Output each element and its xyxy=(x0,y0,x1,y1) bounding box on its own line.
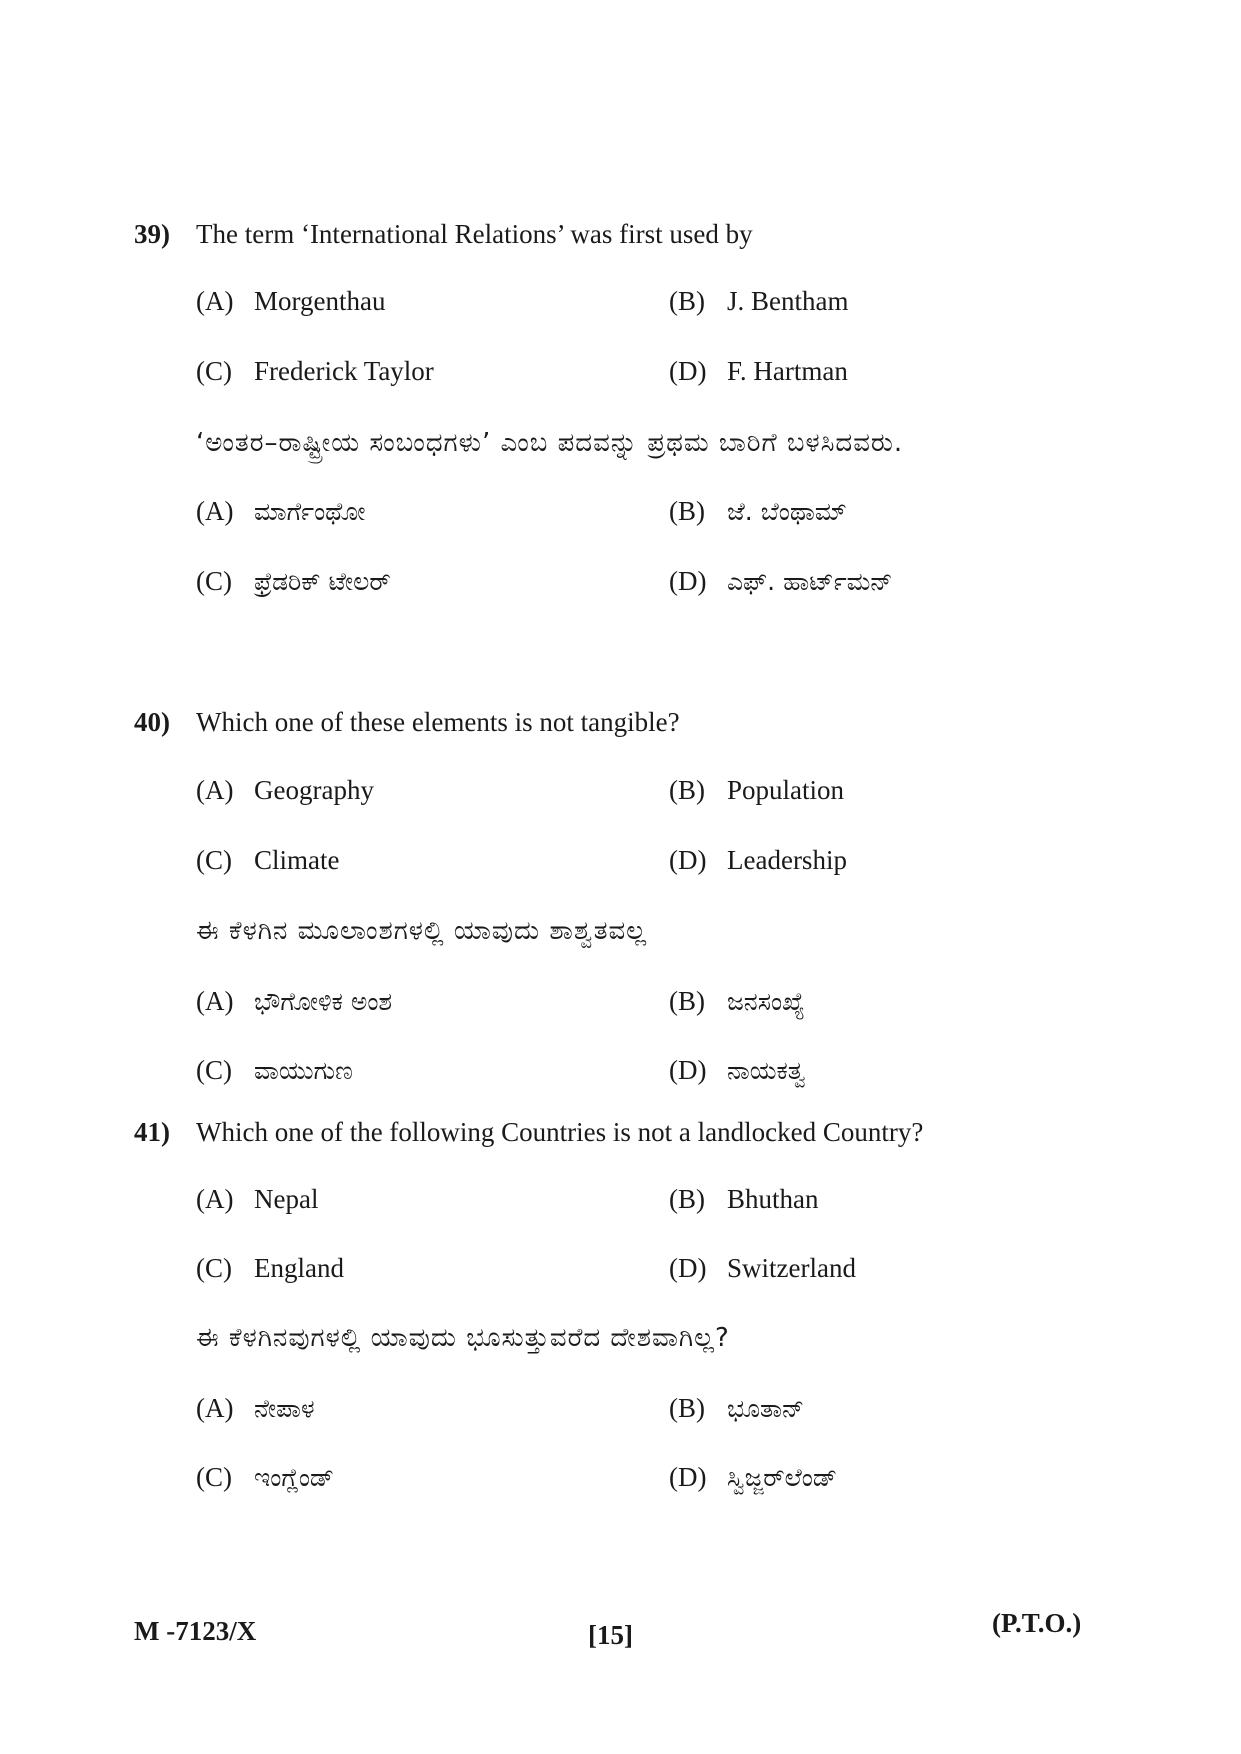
question-number: 39) xyxy=(134,219,170,249)
option-c-kn: (C) ಇಂಗ್ಲೆಂಡ್ xyxy=(196,1462,334,1492)
option-d-kn: (D) ಎಫ್. ಹಾರ್ಟ್‌ಮನ್ xyxy=(669,566,893,596)
option-d-kn: (D) ಸ್ವಿಜ್ಜರ್‌ಲೆಂಡ್ xyxy=(669,1462,837,1492)
question-text-kn: ಈ ಕೆಳಗಿನವುಗಳಲ್ಲಿ ಯಾವುದು ಭೂಸುತ್ತುವರೆದ ದೇಶವಾಗಿಲ್ಲ? xyxy=(196,1323,730,1353)
option-b-en: (B) Bhuthan xyxy=(669,1184,819,1214)
question-text-en: Which one of these elements is not tangible? xyxy=(196,707,680,737)
option-b-kn: (B) ಜನಸಂಖ್ಯೆ xyxy=(669,986,805,1016)
question-text-kn: ಈ ಕೆಳಗಿನ ಮೂಲಾಂಶಗಳಲ್ಲಿ ಯಾವುದು ಶಾಶ್ವತವಲ್ಲ xyxy=(196,916,648,946)
question-number: 40) xyxy=(134,707,170,737)
question-text-en: Which one of the following Countries is not a landlocked Country? xyxy=(196,1117,924,1147)
option-b-en: (B) Population xyxy=(669,775,845,805)
option-c-kn: (C) ವಾಯುಗುಣ xyxy=(196,1055,353,1085)
option-d-en: (D) F. Hartman xyxy=(669,356,848,386)
option-a-kn: (A) ನೇಪಾಳ xyxy=(196,1393,315,1423)
option-c-en: (C) Climate xyxy=(196,845,340,875)
option-a-en: (A) Nepal xyxy=(196,1184,319,1214)
option-b-kn: (B) ಭೂತಾನ್ xyxy=(669,1393,805,1423)
question-number: 41) xyxy=(134,1117,170,1147)
option-d-kn: (D) ನಾಯಕತ್ವ xyxy=(669,1055,806,1085)
option-a-en: (A) Morgenthau xyxy=(196,286,386,316)
pto-label: (P.T.O.) xyxy=(992,1608,1082,1638)
question-text-en: The term ‘International Relations’ was first used by xyxy=(196,219,753,249)
option-c-en: (C) England xyxy=(196,1253,344,1283)
option-d-en: (D) Leadership xyxy=(669,845,847,875)
question-text-kn: ‘ಅಂತರ–ರಾಷ್ಟ್ರೀಯ ಸಂಬಂಧಗಳು’ ಎಂಬ ಪದವನ್ನು ಪ್ರಥಮ ಬಾರಿಗೆ ಬಳಸಿದವರು. xyxy=(196,428,904,458)
option-a-kn: (A) ಭೌಗೋಳಿಕ ಅಂಶ xyxy=(196,986,393,1016)
option-b-en: (B) J. Bentham xyxy=(669,286,849,316)
paper-code: M -7123/X xyxy=(134,1616,257,1646)
page-number: [15] xyxy=(588,1620,633,1650)
option-d-en: (D) Switzerland xyxy=(669,1253,856,1283)
option-c-en: (C) Frederick Taylor xyxy=(196,356,434,386)
option-b-kn: (B) ಜೆ. ಬೆಂಥಾಮ್ xyxy=(669,496,847,526)
option-a-en: (A) Geography xyxy=(196,775,374,805)
option-c-kn: (C) ಫ್ರೆಡರಿಕ್ ಟೇಲರ್ xyxy=(196,566,391,596)
option-a-kn: (A) ಮಾರ್ಗೆಂಥೋ xyxy=(196,496,366,526)
